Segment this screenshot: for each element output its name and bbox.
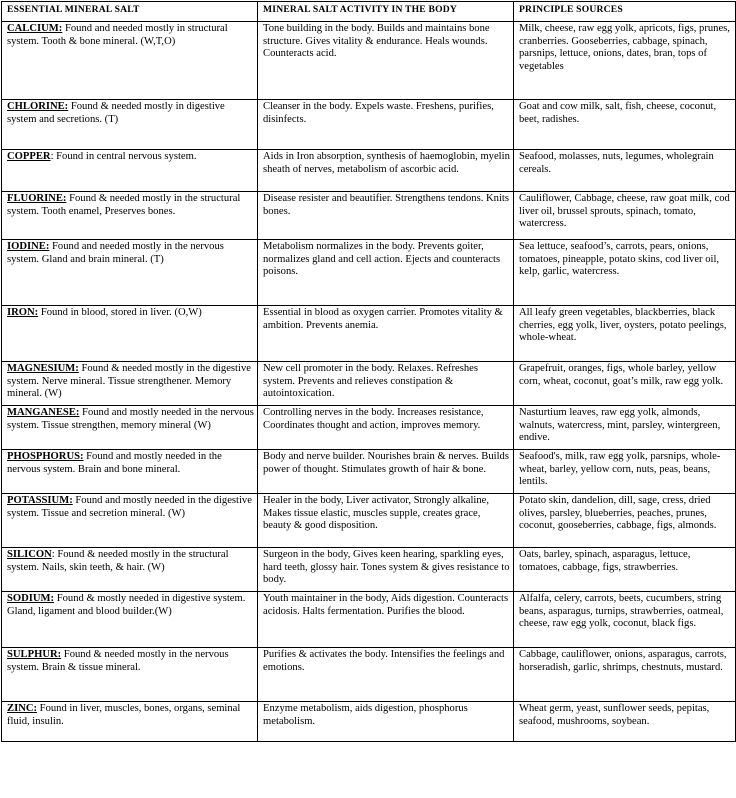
activity-cell: Tone building in the body. Builds and maintains bone structure. Gives vitality & endurance. Heals wounds. Counteracts acid.	[258, 22, 514, 100]
activity-cell: Youth maintainer in the body, Aids digestion. Counteracts acidosis. Halts fermentation. Purifies the blood.	[258, 592, 514, 648]
mineral-cell	[2, 150, 258, 192]
header-activity: MINERAL SALT ACTIVITY IN THE BODY	[258, 2, 514, 22]
table-row	[2, 240, 736, 306]
activity-cell: Enzyme metabolism, aids digestion, phosphorus metabolism.	[258, 702, 514, 742]
mineral-location: Found and needed mostly in structural system. Tooth & bone mineral. (W,T,O)	[7, 23, 228, 47]
sources-cell: Potato skin, dandelion, dill, sage, cress, dried olives, parsley, blueberries, peaches, prunes, coconut, gooseberries, cabbage, figs, almonds.	[514, 494, 736, 548]
mineral-location: Found and mostly needed in the digestive system. Tissue and secretion mineral. (W)	[7, 495, 252, 519]
sources-cell: Alfalfa, celery, carrots, beets, cucumbers, string beans, asparagus, turnips, strawberries, oatmeal, cheese, raw egg yolk, coconut, black figs.	[514, 592, 736, 648]
mineral-location: Found & needed mostly in the digestive system. Nerve mineral. Tissue strengthener. Memory mineral. (W)	[7, 363, 251, 400]
mineral-cell	[2, 100, 258, 150]
table-row	[2, 648, 736, 702]
mineral-cell	[2, 22, 258, 100]
mineral-name: IRON:	[7, 307, 39, 318]
table-row	[2, 592, 736, 648]
mineral-name: IODINE:	[7, 241, 50, 252]
sources-cell: All leafy green vegetables, blackberries, black cherries, egg yolk, liver, oysters, potato peelings, whole-wheat.	[514, 306, 736, 362]
table-row	[2, 406, 736, 450]
mineral-location: Found in liver, muscles, bones, organs, seminal fluid, insulin.	[7, 703, 241, 727]
mineral-cell	[2, 192, 258, 240]
activity-cell: New cell promoter in the body. Relaxes. Refreshes system. Prevents and relieves constipation & autointoxication.	[258, 362, 514, 406]
table-row	[2, 450, 736, 494]
mineral-location: : Found & needed mostly in the structural system. Nails, skin teeth, & hair. (W)	[7, 549, 229, 573]
sources-cell: Nasturtium leaves, raw egg yolk, almonds, walnuts, watercress, mint, parsley, wintergreen, endive.	[514, 406, 736, 450]
mineral-name: COPPER	[7, 151, 51, 162]
mineral-name: CALCIUM:	[7, 23, 63, 34]
mineral-name: CHLORINE:	[7, 101, 69, 112]
sources-cell: Cabbage, cauliflower, onions, asparagus, carrots, horseradish, garlic, shrimps, chestnuts, mustard.	[514, 648, 736, 702]
mineral-name: ZINC:	[7, 703, 38, 714]
table-row	[2, 22, 736, 100]
activity-cell: Healer in the body, Liver activator, Strongly alkaline, Makes tissue elastic, muscles supple, creates grace, beauty & good disposition.	[258, 494, 514, 548]
mineral-location: Found & mostly needed in digestive system. Gland, ligament and blood builder.(W)	[7, 593, 246, 617]
header-row	[2, 2, 736, 22]
mineral-cell	[2, 592, 258, 648]
mineral-rows	[2, 22, 736, 742]
mineral-cell	[2, 240, 258, 306]
mineral-location: Found & needed mostly in the nervous system. Brain & tissue mineral.	[7, 649, 229, 673]
activity-cell: Body and nerve builder. Nourishes brain & nerves. Builds power of thought. Stimulates growth of hair & bone.	[258, 450, 514, 494]
sources-cell: Seafood's, milk, raw egg yolk, parsnips, whole-wheat, barley, yellow corn, nuts, peas, beans, lentils.	[514, 450, 736, 494]
mineral-cell	[2, 648, 258, 702]
mineral-cell	[2, 702, 258, 742]
activity-cell: Aids in Iron absorption, synthesis of haemoglobin, myelin sheath of nerves, metabolism of ascorbic acid.	[258, 150, 514, 192]
mineral-location: Found & needed mostly in the structural system. Tooth enamel, Preserves bones.	[7, 193, 241, 217]
table-row	[2, 192, 736, 240]
mineral-location: Found and mostly needed in the nervous system. Brain and bone mineral.	[7, 451, 222, 475]
mineral-cell	[2, 306, 258, 362]
table-row	[2, 150, 736, 192]
mineral-location: Found in blood, stored in liver. (O,W)	[38, 307, 202, 318]
sources-cell: Wheat germ, yeast, sunflower seeds, pepitas, seafood, mushrooms, soybean.	[514, 702, 736, 742]
mineral-name: PHOSPHORUS:	[7, 451, 84, 462]
table-row	[2, 494, 736, 548]
mineral-location: Found and mostly needed in the nervous system. Tissue strengthen, memory mineral (W)	[7, 407, 254, 431]
mineral-cell	[2, 362, 258, 406]
mineral-salt-table	[1, 1, 736, 742]
activity-cell: Essential in blood as oxygen carrier. Promotes vitality & ambition. Prevents anemia.	[258, 306, 514, 362]
mineral-cell	[2, 548, 258, 592]
mineral-location: Found & needed mostly in digestive system and secretions. (T)	[7, 101, 225, 125]
mineral-name: SODIUM:	[7, 593, 55, 604]
mineral-name: SULPHUR:	[7, 649, 62, 660]
activity-cell: Purifies & activates the body. Intensifies the feelings and emotions.	[258, 648, 514, 702]
sources-cell: Sea lettuce, seafood’s, carrots, pears, onions, tomatoes, pineapple, potato skins, cod liver oil, kelp, garlic, watercress.	[514, 240, 736, 306]
mineral-name: MAGNESIUM:	[7, 363, 79, 374]
table-row	[2, 362, 736, 406]
activity-cell: Cleanser in the body. Expels waste. Freshens, purifies, disinfects.	[258, 100, 514, 150]
header-sources: PRINCIPLE SOURCES	[514, 2, 736, 22]
mineral-name: MANGANESE:	[7, 407, 80, 418]
mineral-cell	[2, 406, 258, 450]
mineral-location: Found and needed mostly in the nervous system. Gland and brain mineral. (T)	[7, 241, 224, 265]
table-row	[2, 306, 736, 362]
table-row	[2, 702, 736, 742]
activity-cell: Controlling nerves in the body. Increases resistance, Coordinates thought and action, improves memory.	[258, 406, 514, 450]
sources-cell: Oats, barley, spinach, asparagus, lettuce, tomatoes, cabbage, figs, strawberries.	[514, 548, 736, 592]
activity-cell: Metabolism normalizes in the body. Prevents goiter, normalizes gland and cell action. Ejects and counteracts poisons.	[258, 240, 514, 306]
table-row	[2, 548, 736, 592]
table-row	[2, 100, 736, 150]
mineral-name: FLUORINE:	[7, 193, 67, 204]
sources-cell: Goat and cow milk, salt, fish, cheese, coconut, beet, radishes.	[514, 100, 736, 150]
mineral-name: POTASSIUM:	[7, 495, 73, 506]
mineral-cell	[2, 450, 258, 494]
mineral-location: : Found in central nervous system.	[50, 151, 197, 162]
activity-cell: Disease resister and beautifier. Strengthens tendons. Knits bones.	[258, 192, 514, 240]
sources-cell: Milk, cheese, raw egg yolk, apricots, figs, prunes, cranberries. Gooseberries, cabbage, spinach, parsnips, lettuce, onions, dates, bran, tops of vegetables	[514, 22, 736, 100]
sources-cell: Grapefruit, oranges, figs, whole barley, yellow corn, wheat, coconut, goat’s milk, raw egg yolk.	[514, 362, 736, 406]
sources-cell: Seafood, molasses, nuts, legumes, wholegrain cereals.	[514, 150, 736, 192]
activity-cell: Surgeon in the body, Gives keen hearing, sparkling eyes, hard teeth, glossy hair. Tones system & gives resistance to body.	[258, 548, 514, 592]
header-mineral-salt: ESSENTIAL MINERAL SALT	[2, 2, 258, 22]
sources-cell: Cauliflower, Cabbage, cheese, raw goat milk, cod liver oil, brussel sprouts, spinach, tomato, watercress.	[514, 192, 736, 240]
mineral-name: SILICON	[7, 549, 52, 560]
mineral-cell	[2, 494, 258, 548]
